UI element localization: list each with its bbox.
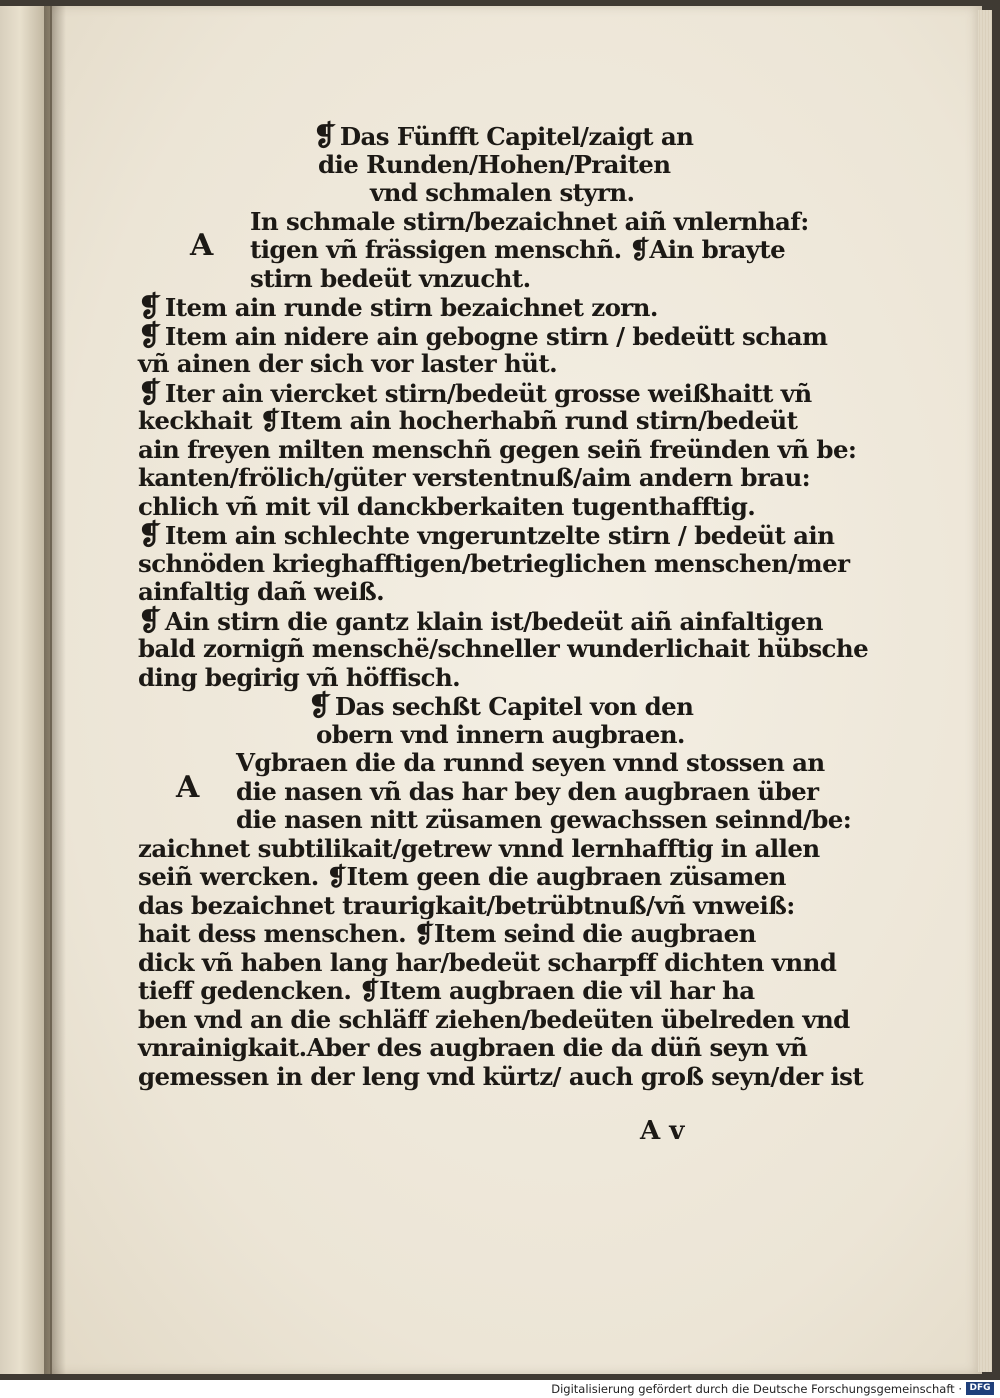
text-line: [138, 947, 837, 978]
dfg-logo: DFG: [966, 1382, 994, 1395]
text-line: [138, 1033, 808, 1063]
text-line: [138, 119, 788, 152]
line-text: vnrainigkait.Aber des augbraen die da düñ seyn vñ: [138, 1033, 808, 1062]
line-text: Das Fünfft Capitel/zaigt an: [339, 122, 694, 151]
text-line: [138, 434, 857, 465]
line-text: ding begirig vñ höffisch.: [138, 662, 461, 692]
line-text: ben vnd an die schläff ziehen/bedeüten übelreden vnd: [138, 1004, 850, 1034]
drop-initial: A: [176, 769, 199, 805]
body-text: [138, 119, 869, 1091]
line-text: tieff gedencken. ❡Item augbraen die vil har ha: [138, 976, 755, 1005]
line-text: vnd schmalen styrn.: [370, 178, 635, 207]
text-line: [138, 689, 788, 722]
text-line: [138, 634, 869, 664]
paragraph-mark-icon: ❡: [313, 119, 336, 152]
line-text: kanten/frölich/güter verstentnuß/aim andern brau:: [138, 463, 811, 492]
line-text: das bezaichnet traurigkait/betrübtnuß/vñ vnweiß:: [138, 890, 795, 920]
footer-credit: Digitalisierung gefördert durch die Deutsche Forschungsgemeinschaft ·: [551, 1382, 962, 1396]
binding-shadow: [44, 6, 66, 1374]
text-line: [138, 151, 788, 180]
text-line: [138, 920, 788, 949]
text-line: [138, 863, 788, 892]
line-text: Item ain runde stirn bezaichnet zorn.: [164, 293, 658, 322]
text-line: [138, 721, 788, 750]
text-line: [138, 548, 850, 579]
line-text: schnöden krieghafftigen/betrieglichen menschen/mer: [138, 548, 850, 578]
text-line: [138, 228, 788, 265]
line-text: Das sechßt Capitel von den: [334, 692, 694, 721]
text-line: [138, 265, 788, 294]
drop-initial: A: [190, 228, 213, 263]
text-line: [138, 748, 825, 778]
line-text: ain freyen milten menschñ gegen seiñ freünden vñ be:: [138, 434, 857, 464]
text-line: [138, 463, 811, 493]
line-text: zaichnet subtilikait/getrew vnnd lernhafftig in allen: [138, 833, 820, 863]
paragraph-mark-icon: ❡: [138, 603, 161, 637]
text-line: [138, 290, 788, 323]
line-text: ainfaltig dañ weiß.: [138, 577, 385, 606]
text-line: [138, 664, 788, 693]
text-line: [138, 890, 795, 921]
paragraph-mark-icon: ❡: [138, 318, 161, 352]
text-line: [138, 805, 852, 835]
paragraph-mark-icon: ❡: [138, 290, 161, 323]
line-text: Ain stirn die gantz klain ist/bedeüt aiñ ainfaltigen: [164, 606, 823, 636]
line-text: In schmale stirn/bezaichnet aiñ vnlernhaf:: [250, 206, 809, 236]
text-line: [138, 518, 835, 551]
text-line: [138, 603, 823, 637]
line-text: bald zornigñ menschë/schneller wunderlichait hübsche: [138, 634, 869, 663]
paragraph-mark-icon: ❡: [138, 375, 161, 409]
text-line: [138, 206, 809, 237]
line-text: hait dess menschen. ❡Item seind die augbraen: [138, 919, 756, 948]
line-text: vñ ainen der sich vor laster hüt.: [138, 349, 558, 378]
line-text: Vgbraen die da runnd seyen vnnd stossen an: [236, 748, 825, 777]
line-text: dick vñ haben lang har/bedeüt scharpff dichten vnnd: [138, 947, 837, 977]
paragraph-mark-icon: ❡: [308, 689, 331, 722]
text-line: [138, 833, 820, 864]
text-line: [138, 493, 788, 522]
text-line: [138, 578, 788, 607]
text-line: [138, 1004, 850, 1035]
text-line: [138, 350, 788, 379]
text-line: [138, 406, 798, 436]
line-text: chlich vñ mit vil danckberkaiten tugenthafftig.: [138, 491, 756, 521]
text-line: [138, 769, 819, 807]
footer-bar: [0, 1380, 1000, 1398]
line-text: Item ain schlechte vngeruntzelte stirn / bedeüt ain: [164, 521, 835, 550]
line-text: stirn bedeüt vnzucht.: [250, 263, 531, 293]
text-line: [138, 179, 788, 208]
text-line: [138, 977, 788, 1006]
text-line: [138, 1061, 864, 1092]
line-text: gemessen in der leng vnd kürtz/ auch groß seyn/der ist: [138, 1061, 864, 1091]
line-text: obern vnd innern augbraen.: [316, 719, 685, 749]
page-stack-edge: [978, 10, 992, 1372]
text-line: [138, 318, 828, 352]
signature-mark: A v: [640, 1116, 685, 1146]
line-text: die nasen nitt züsamen gewachssen seinnd/be:: [236, 805, 852, 834]
line-text: Item ain nidere ain gebogne stirn / bedeütt scham: [164, 321, 828, 351]
line-text: keckhait ❡Item ain hocherhabñ rund stirn/bedeüt: [138, 406, 798, 435]
line-text: die Runden/Hohen/Praiten: [318, 149, 671, 179]
paragraph-mark-icon: ❡: [138, 518, 161, 551]
line-text: seiñ wercken. ❡Item geen die augbraen züsamen: [138, 862, 786, 891]
line-text: tigen vñ frässigen menschñ. ❡Ain brayte: [250, 235, 786, 264]
text-line: [138, 375, 812, 409]
line-text: Iter ain viercket stirn/bedeüt grosse weißhaitt vñ: [164, 378, 812, 408]
line-text: die nasen vñ das har bey den augbraen über: [236, 776, 819, 806]
